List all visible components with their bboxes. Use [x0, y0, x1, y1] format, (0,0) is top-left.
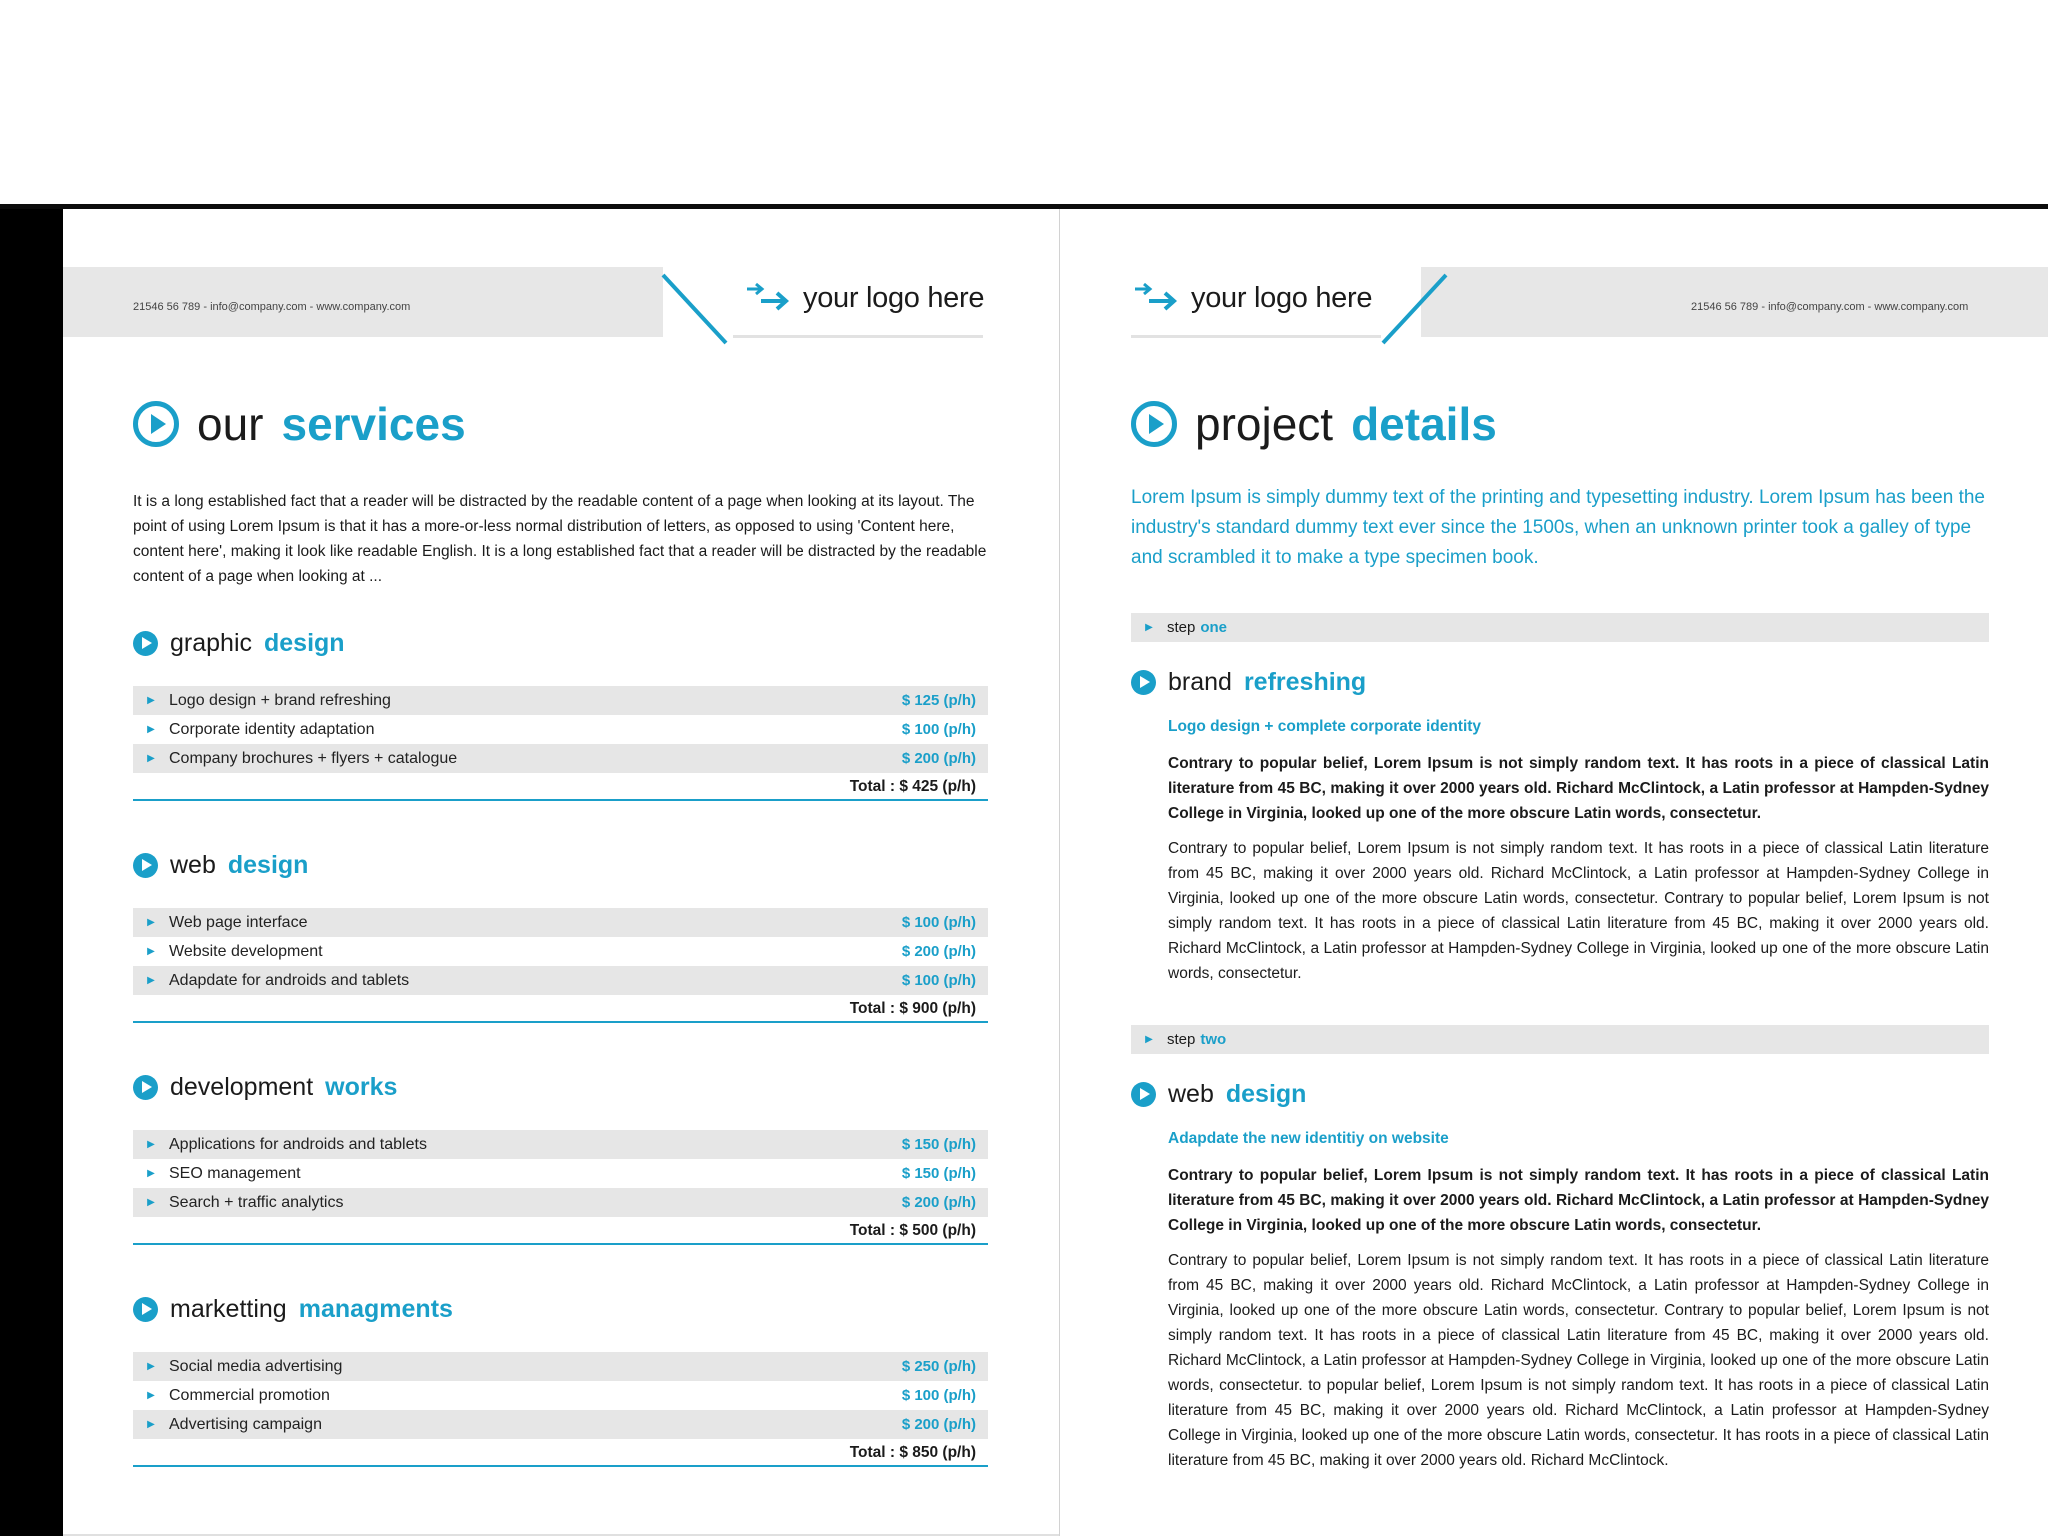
play-bullet-icon [133, 631, 158, 656]
triangle-bullet-icon: ▶ [147, 1168, 155, 1179]
triangle-bullet-icon: ▶ [147, 724, 155, 735]
table-total: Total : $ 900 (p/h) [133, 995, 988, 1023]
table-row: ▶ Web page interface $ 100 (p/h) [133, 908, 988, 937]
triangle-bullet-icon: ▶ [1145, 622, 1153, 633]
triangle-bullet-icon: ▶ [147, 1419, 155, 1430]
section-subtitle: Logo design + complete corporate identity [1168, 718, 1482, 735]
table-row: ▶ Corporate identity adaptation $ 100 (p/h) [133, 715, 988, 744]
logo-text: your logo here [803, 281, 985, 314]
double-arrow-icon [1131, 281, 1179, 315]
price-table [133, 908, 988, 1023]
play-bullet-icon [133, 1297, 158, 1322]
bold-paragraph: Contrary to popular belief, Lorem Ipsum is not simply random text. It has roots in a piece of classical Latin literature from 45 BC, making it over 2000 years old. Richard McClintock, a Latin professor at Hampden-Sydney College in Virginia, looked up one of the more obscure Latin words, consectetur. [1168, 755, 1989, 822]
triangle-bullet-icon: ▶ [147, 753, 155, 764]
play-bullet-icon [133, 1075, 158, 1100]
section-heading: web design [133, 851, 308, 880]
intro-paragraph: It is a long established fact that a reader will be distracted by the readable content of a page when looking at its layout. The point of using Lorem Ipsum is that it has a more-or-less normal distribution of letters, as opposed to using 'Content here, content here', making it look like readable English. It is a long established fact that a reader will be distracted by the readable content of a page when looking at ... [133, 493, 987, 585]
logo-text: your logo here [1191, 281, 1373, 314]
price-table [133, 1130, 988, 1245]
triangle-bullet-icon: ▶ [147, 946, 155, 957]
table-row: ▶ Adapdate for androids and tablets $ 100 (p/h) [133, 966, 988, 995]
table-row: ▶ Advertising campaign $ 200 (p/h) [133, 1410, 988, 1439]
triangle-bullet-icon: ▶ [147, 917, 155, 928]
header-diagonal-accent [658, 265, 728, 345]
table-row: ▶ Website development $ 200 (p/h) [133, 937, 988, 966]
step-bar: ▶ step two [1131, 1025, 1989, 1054]
table-row: ▶ Social media advertising $ 250 (p/h) [133, 1352, 988, 1381]
contact-info: 21546 56 789 - info@company.com - www.company.com [1691, 301, 1969, 313]
triangle-bullet-icon: ▶ [147, 1390, 155, 1401]
section-subtitle: Adapdate the new identitiy on website [1168, 1130, 1449, 1147]
company-logo [1131, 281, 1372, 315]
triangle-bullet-icon: ▶ [147, 1139, 155, 1150]
triangle-bullet-icon: ▶ [147, 1197, 155, 1208]
section-heading: development works [133, 1073, 397, 1102]
table-total: Total : $ 850 (p/h) [133, 1439, 988, 1467]
section-heading: graphic design [133, 629, 345, 658]
left-page [63, 209, 1059, 1536]
body-paragraph: Contrary to popular belief, Lorem Ipsum is not simply random text. It has roots in a piece of classical Latin literature from 45 BC, making it over 2000 years old. Richard McClintock, a Latin professor at Hampden-Sydney College in Virginia, looked up one of the more obscure Latin words, consectetur. Contrary to popular belief, Lorem Ipsum is not simply random text. It has roots in a piece of classical Latin literature from 45 BC, making it over 2000 years old. Richard McClintock, a Latin professor at Hampden-Sydney College in Virginia, looked up one of the more obscure Latin words, consectetur. [1168, 840, 1989, 982]
triangle-bullet-icon: ▶ [147, 1361, 155, 1372]
table-row: ▶ Search + traffic analytics $ 200 (p/h) [133, 1188, 988, 1217]
intro-paragraph: Lorem Ipsum is simply dummy text of the printing and typesetting industry. Lorem Ipsum has been the industry's standard dummy text ever since the 1500s, when an unknown printer took a galley of type and scrambled it to make a type specimen book. [1131, 487, 1985, 568]
play-bullet-icon [1131, 670, 1156, 695]
top-margin [0, 0, 2048, 204]
table-row: ▶ Company brochures + flyers + catalogue $ 200 (p/h) [133, 744, 988, 773]
page-title: project details [1131, 397, 1497, 451]
body-paragraph: Contrary to popular belief, Lorem Ipsum is not simply random text. It has roots in a piece of classical Latin literature from 45 BC, making it over 2000 years old. Richard McClintock, a Latin professor at Hampden-Sydney College in Virginia, looked up one of the more obscure Latin words, consectetur. Contrary to popular belief, Lorem Ipsum is not simply random text. It has roots in a piece of classical Latin literature from 45 BC, making it over 2000 years old. Richard McClintock, a Latin professor at Hampden-Sydney College in Virginia, looked up one of the more obscure Latin words, consectetur. to popular belief, Lorem Ipsum is not simply random text. It has roots in a piece of classical Latin literature from 45 BC, making it over 2000 years old. Richard McClintock, a Latin professor at Hampden-Sydney College in Virginia, looked up one of the more obscure Latin words, consectetur. It has roots in a piece of classical Latin literature from 45 BC, making it over 2000 years old. Richard McClintock. [1168, 1252, 1989, 1469]
table-row: ▶ Applications for androids and tablets $ 150 (p/h) [133, 1130, 988, 1159]
table-row: ▶ Logo design + brand refreshing $ 125 (p/h) [133, 686, 988, 715]
company-logo [743, 281, 984, 315]
price-table [133, 686, 988, 801]
logo-underline [1131, 335, 1381, 338]
step-bar: ▶ step one [1131, 613, 1989, 642]
double-arrow-icon [743, 281, 791, 315]
section-heading: web design [1131, 1080, 1306, 1109]
left-dark-margin [0, 209, 63, 1536]
table-total: Total : $ 500 (p/h) [133, 1217, 988, 1245]
table-total: Total : $ 425 (p/h) [133, 773, 988, 801]
contact-info: 21546 56 789 - info@company.com - www.company.com [133, 301, 411, 313]
right-page [1061, 209, 2048, 1536]
page-title: our services [133, 397, 466, 451]
triangle-bullet-icon: ▶ [147, 975, 155, 986]
play-circle-icon [1131, 401, 1177, 447]
section-heading: marketting managments [133, 1295, 453, 1324]
play-bullet-icon [133, 853, 158, 878]
table-row: ▶ Commercial promotion $ 100 (p/h) [133, 1381, 988, 1410]
triangle-bullet-icon: ▶ [1145, 1034, 1153, 1045]
logo-underline [733, 335, 983, 338]
triangle-bullet-icon: ▶ [147, 695, 155, 706]
section-heading: brand refreshing [1131, 668, 1366, 697]
play-bullet-icon [1131, 1082, 1156, 1107]
header-diagonal-accent [1381, 265, 1451, 345]
bold-paragraph: Contrary to popular belief, Lorem Ipsum is not simply random text. It has roots in a piece of classical Latin literature from 45 BC, making it over 2000 years old. Richard McClintock, a Latin professor at Hampden-Sydney College in Virginia, looked up one of the more obscure Latin words, consectetur. [1168, 1167, 1989, 1234]
table-row: ▶ SEO management $ 150 (p/h) [133, 1159, 988, 1188]
play-circle-icon [133, 401, 179, 447]
price-table [133, 1352, 988, 1467]
